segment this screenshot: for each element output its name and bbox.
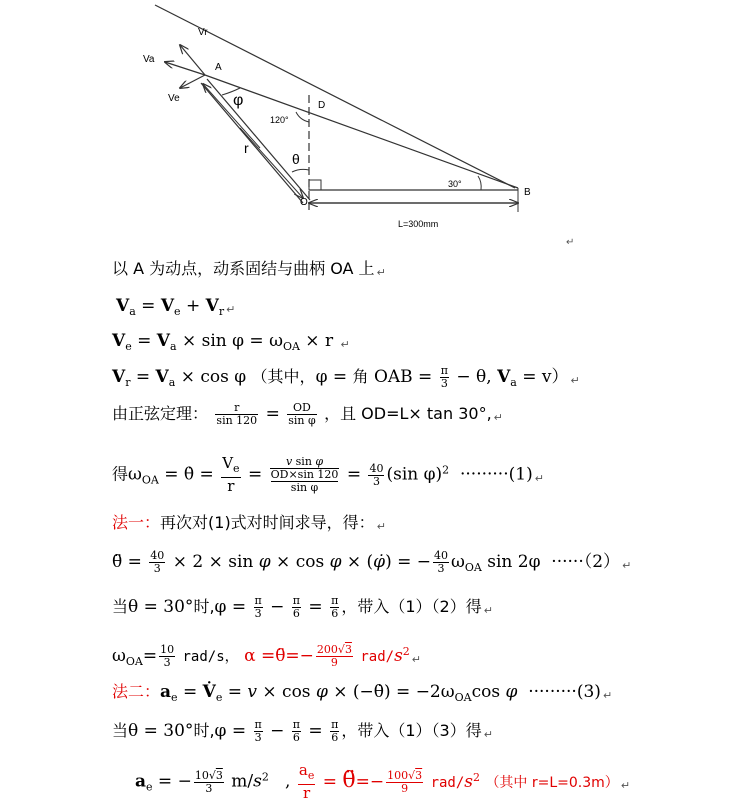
omega-units: rad/s， <box>182 649 239 665</box>
label-ve: Ve <box>168 93 180 104</box>
method-1-line: 法一：再次对(1)式对时间求导，得： ↵ <box>112 513 386 533</box>
eq2-label: （2） <box>583 552 621 572</box>
label-r: r <box>244 140 249 156</box>
label-va: Va <box>143 54 155 65</box>
frac2-num: OD <box>287 402 316 415</box>
frac1-num: r <box>215 402 258 415</box>
eq-sine-rule: 由正弦定理： $\frac{r}{\sin 120}$ = $\frac{OD}{\text{sin φ}}$ ，且 OD=L× tan 30°, ↵ <box>112 401 503 427</box>
method-2-line: 法二：$a_e$ = $V̇_e = v \times \cos \varphi$ × (−θ̇) = $-2\omega_{OA}\cos$ φ ·········(3) ↵ <box>112 682 613 704</box>
method1-text: 再次对(1)式对时间求导，得： <box>160 513 375 532</box>
sine-rule-prefix: 由正弦定理： <box>112 404 209 423</box>
arc-120 <box>296 112 309 122</box>
slider-line <box>155 5 515 188</box>
label-30: 30° <box>448 179 462 189</box>
eq-substitute-2: 当θ = 30°时,φ = $\frac{\pi}{3}$ − $\frac{\pi}{6}$ = $\frac{\pi}{6}$ ，带入（1）（3）得 ↵ <box>112 718 493 744</box>
arc-30 <box>478 176 481 190</box>
method1-label: 法一： <box>112 513 161 532</box>
method2-label: 法二： <box>112 682 161 701</box>
line-1: 以 A 为动点，动系固结与曲柄 OA 上 ↵ <box>112 259 386 279</box>
sine-rule-suffix: ，且 OD=L× tan 30°, <box>324 404 492 423</box>
eq-velocity-sum: $V_a = V_e + V_r$ ↵ <box>116 296 236 318</box>
label-theta: θ <box>292 151 300 167</box>
substitute-text-1: ，带入（1）（2）得 <box>341 597 482 616</box>
eq-ve: $V_e = V_a \times \sin \varphi = \omega_{OA} \times r$ ↵ <box>112 331 350 353</box>
line1-text: 以 A 为动点，动系固结与曲柄 OA 上 <box>112 259 375 278</box>
label-phi: φ <box>233 92 244 109</box>
eq-result-2: $a_e$ = − $\frac{10√3}{3}$ $m/s^2$ , $\frac{a_e}{r}$ = θ̈=− $\frac{100√3}{9}$ rad/$s^2$ （其中 r=L=0.3m） ↵ <box>135 761 631 802</box>
label-length: L=300mm <box>398 219 439 229</box>
label-d: D <box>318 100 326 111</box>
return-mark: ↵ <box>566 237 575 248</box>
label-vr: Vr <box>198 27 208 38</box>
eq-substitute-1: 当θ = 30°时,φ = $\frac{\pi}{3}$ − $\frac{\pi}{6}$ = $\frac{\pi}{6}$ ，带入（1）（2）得 ↵ <box>112 594 493 620</box>
crank-oa <box>207 79 310 200</box>
eq-result-1: $\omega_{OA}=$ $\frac{10}{3}$ rad/s， α =θ̈=− $\frac{200√3}{9}$ rad/$s^2↵$ <box>112 643 422 669</box>
eq-vr: $V_r = V_a \times \cos \varphi$ （其中，φ = 角 OAB = $\frac{\pi}{3}$ − θ, $V_a = v$） ↵ <box>112 364 580 390</box>
frac1-den: sin 120 <box>216 414 258 427</box>
label-a: A <box>215 62 222 73</box>
mechanism-diagram <box>0 0 730 250</box>
label-b: B <box>524 187 531 198</box>
eq1-label: (1) <box>508 464 533 485</box>
crank-oa-edge <box>201 83 303 203</box>
substitute-text-2: ，带入（1）（3）得 <box>341 721 482 740</box>
r-arrow-up <box>203 84 260 148</box>
eq-omega: 得$\omega_{OA}$ = θ̇ = $\frac{V_e}{r}$ = v sin φ OD×sin 120 sin φ = $\frac{40}{3}$ (sin φ)$^2$ ·········(1) ↵ <box>112 454 544 495</box>
right-angle-mark <box>309 180 321 190</box>
ve-arrow <box>180 75 205 88</box>
eq-theta-ddot: θ̈ = $\frac{40}{3}$ × 2 × sin φ × cos φ × (φ̇) = − $\frac{40}{3}$ $\omega_{OA}$ sin 2φ ······（2） ↵ <box>112 549 632 575</box>
arc-theta <box>292 169 309 172</box>
label-120: 120° <box>270 115 289 125</box>
note-r-equals-l: （其中 r=L=0.3m） <box>485 774 619 791</box>
label-o: O <box>300 197 308 208</box>
eq3-label: (3) <box>576 682 601 702</box>
frac2-den: sin φ <box>288 414 316 427</box>
